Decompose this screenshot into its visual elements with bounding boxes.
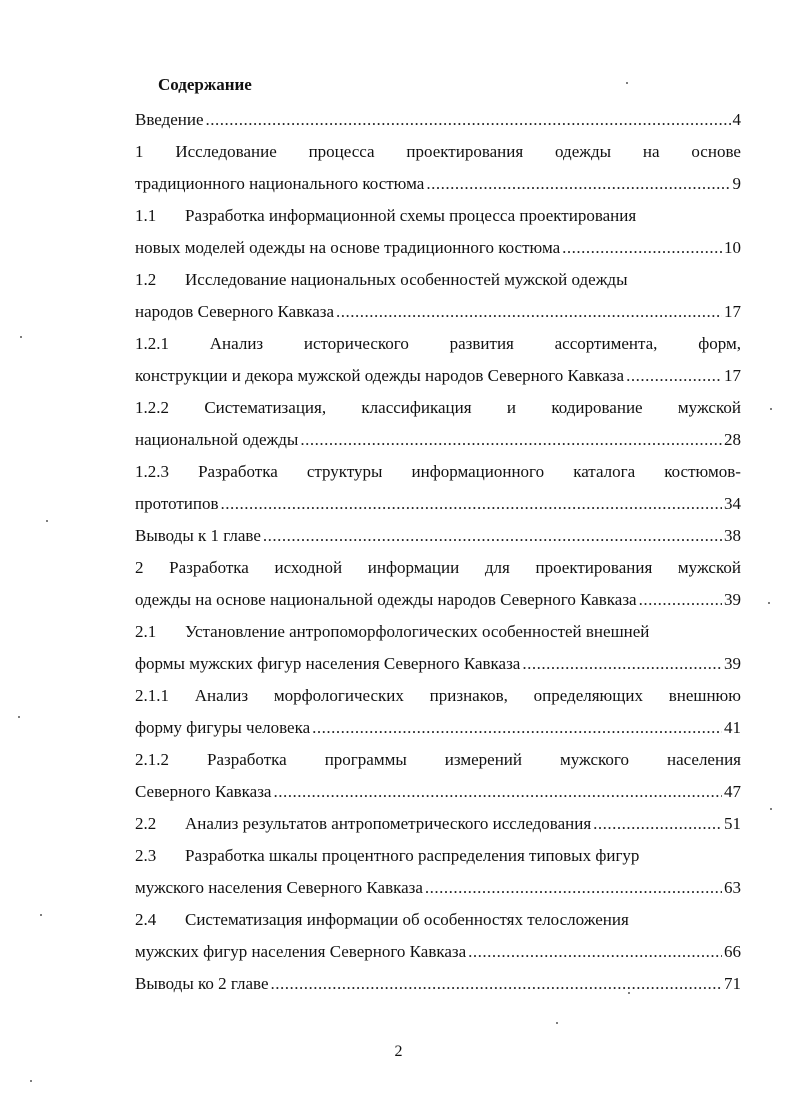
toc-section-number: 2.2 bbox=[135, 814, 157, 833]
toc-word: для bbox=[484, 558, 510, 577]
toc-word: проектирования bbox=[535, 558, 653, 577]
toc-heading-text: Систематизация информации об особенностях телосложения bbox=[185, 910, 629, 929]
toc-leader-dots bbox=[468, 936, 722, 968]
toc-leader-dots bbox=[522, 648, 722, 680]
toc-leader-dots bbox=[271, 968, 722, 1000]
scan-speck bbox=[770, 808, 772, 810]
toc-word: морфологических bbox=[273, 686, 404, 705]
toc-word: каталога bbox=[573, 462, 636, 481]
toc-leader-dots bbox=[593, 808, 722, 840]
toc-leader-dots bbox=[425, 872, 722, 904]
toc-leader-dots bbox=[626, 360, 722, 392]
toc-entry-text: конструкции и декора мужской одежды народов Северного Кавказа bbox=[135, 366, 625, 385]
toc-entry-text: Выводы к 1 главе bbox=[135, 526, 261, 545]
toc-word: Разработка bbox=[207, 750, 287, 769]
toc-section-number: 2.4 bbox=[135, 910, 157, 929]
scan-speck bbox=[770, 408, 772, 410]
toc-word: признаков, bbox=[429, 686, 508, 705]
toc-word: кодирование bbox=[551, 398, 643, 417]
toc-page-number: 10 bbox=[724, 238, 741, 257]
scan-speck bbox=[30, 1080, 32, 1082]
toc-leader-dots bbox=[562, 232, 722, 264]
toc-heading-line bbox=[135, 552, 741, 584]
toc-word: развития bbox=[449, 334, 514, 353]
toc-word: исторического bbox=[303, 334, 409, 353]
toc-word: Анализ bbox=[209, 334, 264, 353]
toc-entry-text: традиционного национального костюма bbox=[135, 174, 425, 193]
toc-entry bbox=[135, 616, 741, 680]
toc-word: и bbox=[506, 398, 517, 417]
toc-heading-line bbox=[135, 840, 741, 872]
toc-page-number: 9 bbox=[732, 174, 741, 193]
toc-title: Содержание bbox=[158, 75, 252, 94]
toc-word: информационного bbox=[411, 462, 545, 481]
toc-leader-dots bbox=[639, 584, 722, 616]
toc-entry bbox=[135, 744, 741, 808]
page-number: 2 bbox=[394, 1043, 403, 1060]
toc-word: Разработка bbox=[169, 558, 249, 577]
toc-leader-dots bbox=[426, 168, 730, 200]
toc-page-number: 17 bbox=[724, 302, 741, 321]
toc-entry bbox=[135, 104, 741, 136]
toc-word: определяющих bbox=[533, 686, 643, 705]
scan-speck bbox=[46, 520, 48, 522]
toc-leader-line bbox=[135, 168, 741, 200]
toc-word: исходной bbox=[274, 558, 343, 577]
toc-word: программы bbox=[324, 750, 407, 769]
toc-entry bbox=[135, 456, 741, 520]
toc-entry bbox=[135, 680, 741, 744]
toc-section-number: 1.1 bbox=[135, 206, 157, 225]
toc-entry bbox=[135, 136, 741, 200]
toc-entry bbox=[135, 968, 741, 1000]
toc-section-number: 2.1 bbox=[135, 622, 157, 641]
toc-heading-line bbox=[135, 616, 741, 648]
scan-speck bbox=[556, 1022, 558, 1024]
toc-word: Анализ bbox=[194, 686, 249, 705]
toc-page-number: 38 bbox=[724, 526, 741, 545]
toc-heading-line bbox=[135, 904, 741, 936]
toc-heading-line bbox=[135, 328, 741, 360]
toc-entry bbox=[135, 392, 741, 456]
toc-entry bbox=[135, 904, 741, 968]
toc-leader-line bbox=[135, 360, 741, 392]
scan-speck bbox=[40, 914, 42, 916]
toc-page-number: 41 bbox=[724, 718, 741, 737]
toc-heading-text: Исследование национальных особенностей мужской одежды bbox=[185, 270, 628, 289]
toc-entry bbox=[135, 264, 741, 328]
toc-entry-text: национальной одежды bbox=[135, 430, 299, 449]
toc-section-number: 1.2 bbox=[135, 270, 157, 289]
toc-leader-line bbox=[135, 936, 741, 968]
toc-entry-text: Северного Кавказа bbox=[135, 782, 272, 801]
toc-word: структуры bbox=[306, 462, 383, 481]
toc-word: населения bbox=[667, 750, 741, 769]
toc-word: форм, bbox=[698, 334, 741, 353]
toc-word: измерений bbox=[444, 750, 522, 769]
toc-leader-dots bbox=[300, 424, 722, 456]
toc-word: на bbox=[642, 142, 660, 161]
toc-heading-text: Разработка информационной схемы процесса проектирования bbox=[185, 206, 637, 225]
toc-word: 1.2.2 bbox=[135, 398, 169, 417]
toc-entry-text: одежды на основе национальной одежды народов Северного Кавказа bbox=[135, 590, 637, 609]
toc-leader-line bbox=[135, 232, 741, 264]
toc-entry bbox=[135, 520, 741, 552]
toc-leader-line bbox=[135, 424, 741, 456]
toc-page-number: 63 bbox=[724, 878, 741, 897]
toc-entry bbox=[135, 840, 741, 904]
toc-entry bbox=[135, 328, 741, 392]
toc-page-number: 28 bbox=[724, 430, 741, 449]
toc-word: мужского bbox=[560, 750, 629, 769]
table-of-contents bbox=[135, 104, 741, 1000]
scan-speck bbox=[18, 716, 20, 718]
toc-leader-line bbox=[135, 776, 741, 808]
toc-page-number: 4 bbox=[732, 110, 741, 129]
toc-entry-text: формы мужских фигур населения Северного Кавказа bbox=[135, 654, 521, 673]
toc-heading-line bbox=[135, 264, 741, 296]
toc-entry bbox=[135, 808, 741, 840]
toc-heading-line bbox=[135, 200, 741, 232]
toc-entry-text: мужского населения Северного Кавказа bbox=[135, 878, 423, 897]
toc-word: 1 bbox=[135, 142, 144, 161]
toc-word: процесса bbox=[308, 142, 375, 161]
toc-page-number: 51 bbox=[724, 814, 741, 833]
toc-word: внешнюю bbox=[668, 686, 741, 705]
toc-word: 1.2.1 bbox=[135, 334, 169, 353]
toc-leader-dots bbox=[312, 712, 722, 744]
toc-heading-line bbox=[135, 392, 741, 424]
toc-word: классификация bbox=[361, 398, 472, 417]
toc-entry bbox=[135, 200, 741, 264]
toc-heading-line bbox=[135, 680, 741, 712]
toc-page-number: 17 bbox=[724, 366, 741, 385]
toc-word: 2.1.2 bbox=[135, 750, 169, 769]
toc-entry bbox=[135, 552, 741, 616]
toc-heading-line bbox=[135, 808, 741, 840]
toc-leader-dots bbox=[273, 776, 722, 808]
toc-entry-text: форму фигуры человека bbox=[135, 718, 311, 737]
toc-leader-dots bbox=[263, 520, 722, 552]
toc-heading-text: Разработка шкалы процентного распределения типовых фигур bbox=[185, 846, 640, 865]
toc-word: мужской bbox=[677, 558, 741, 577]
toc-word: 2.1.1 bbox=[135, 686, 169, 705]
toc-entry-text: Выводы ко 2 главе bbox=[135, 974, 269, 993]
toc-heading-text: Установление антропоморфологических особенностей внешней bbox=[185, 622, 650, 641]
toc-leader-line bbox=[135, 104, 741, 136]
toc-word: 2 bbox=[135, 558, 144, 577]
toc-leader-line bbox=[135, 648, 741, 680]
toc-entry-text: прототипов bbox=[135, 494, 219, 513]
toc-heading-line bbox=[135, 744, 741, 776]
toc-leader-dots bbox=[336, 296, 722, 328]
toc-leader-line bbox=[135, 520, 741, 552]
toc-section-number: 2.3 bbox=[135, 846, 157, 865]
toc-heading-text: Анализ результатов антропометрического исследования bbox=[185, 814, 592, 833]
toc-leader-dots bbox=[221, 488, 722, 520]
toc-page-number: 71 bbox=[724, 974, 741, 993]
toc-leader-line bbox=[135, 872, 741, 904]
toc-word: Систематизация, bbox=[204, 398, 327, 417]
toc-entry-text: Введение bbox=[135, 110, 204, 129]
toc-heading-line bbox=[135, 456, 741, 488]
toc-word: Разработка bbox=[198, 462, 278, 481]
toc-leader-line bbox=[135, 968, 741, 1000]
scan-speck bbox=[626, 82, 628, 84]
toc-leader-line bbox=[135, 584, 741, 616]
toc-leader-dots bbox=[206, 104, 731, 136]
toc-word: основе bbox=[691, 142, 741, 161]
toc-word: Исследование bbox=[175, 142, 277, 161]
toc-entry-text: новых моделей одежды на основе традиционного костюма bbox=[135, 238, 561, 257]
toc-entry-text: народов Северного Кавказа bbox=[135, 302, 335, 321]
toc-heading-line bbox=[135, 136, 741, 168]
toc-page-number: 34 bbox=[724, 494, 741, 513]
toc-word: мужской bbox=[677, 398, 741, 417]
toc-word: информации bbox=[367, 558, 460, 577]
toc-leader-line bbox=[135, 712, 741, 744]
toc-word: проектирования bbox=[406, 142, 524, 161]
toc-page-number: 39 bbox=[724, 654, 741, 673]
scan-speck bbox=[628, 992, 630, 994]
toc-word: одежды bbox=[555, 142, 612, 161]
toc-leader-line bbox=[135, 296, 741, 328]
toc-entry-text: мужских фигур населения Северного Кавказа bbox=[135, 942, 467, 961]
toc-page-number: 47 bbox=[724, 782, 741, 801]
scan-speck bbox=[20, 336, 22, 338]
toc-leader-line bbox=[135, 488, 741, 520]
scan-speck bbox=[768, 602, 770, 604]
toc-word: 1.2.3 bbox=[135, 462, 169, 481]
toc-word: ассортимента, bbox=[554, 334, 658, 353]
toc-page-number: 39 bbox=[724, 590, 741, 609]
toc-page-number: 66 bbox=[724, 942, 741, 961]
toc-word: костюмов- bbox=[664, 462, 741, 481]
